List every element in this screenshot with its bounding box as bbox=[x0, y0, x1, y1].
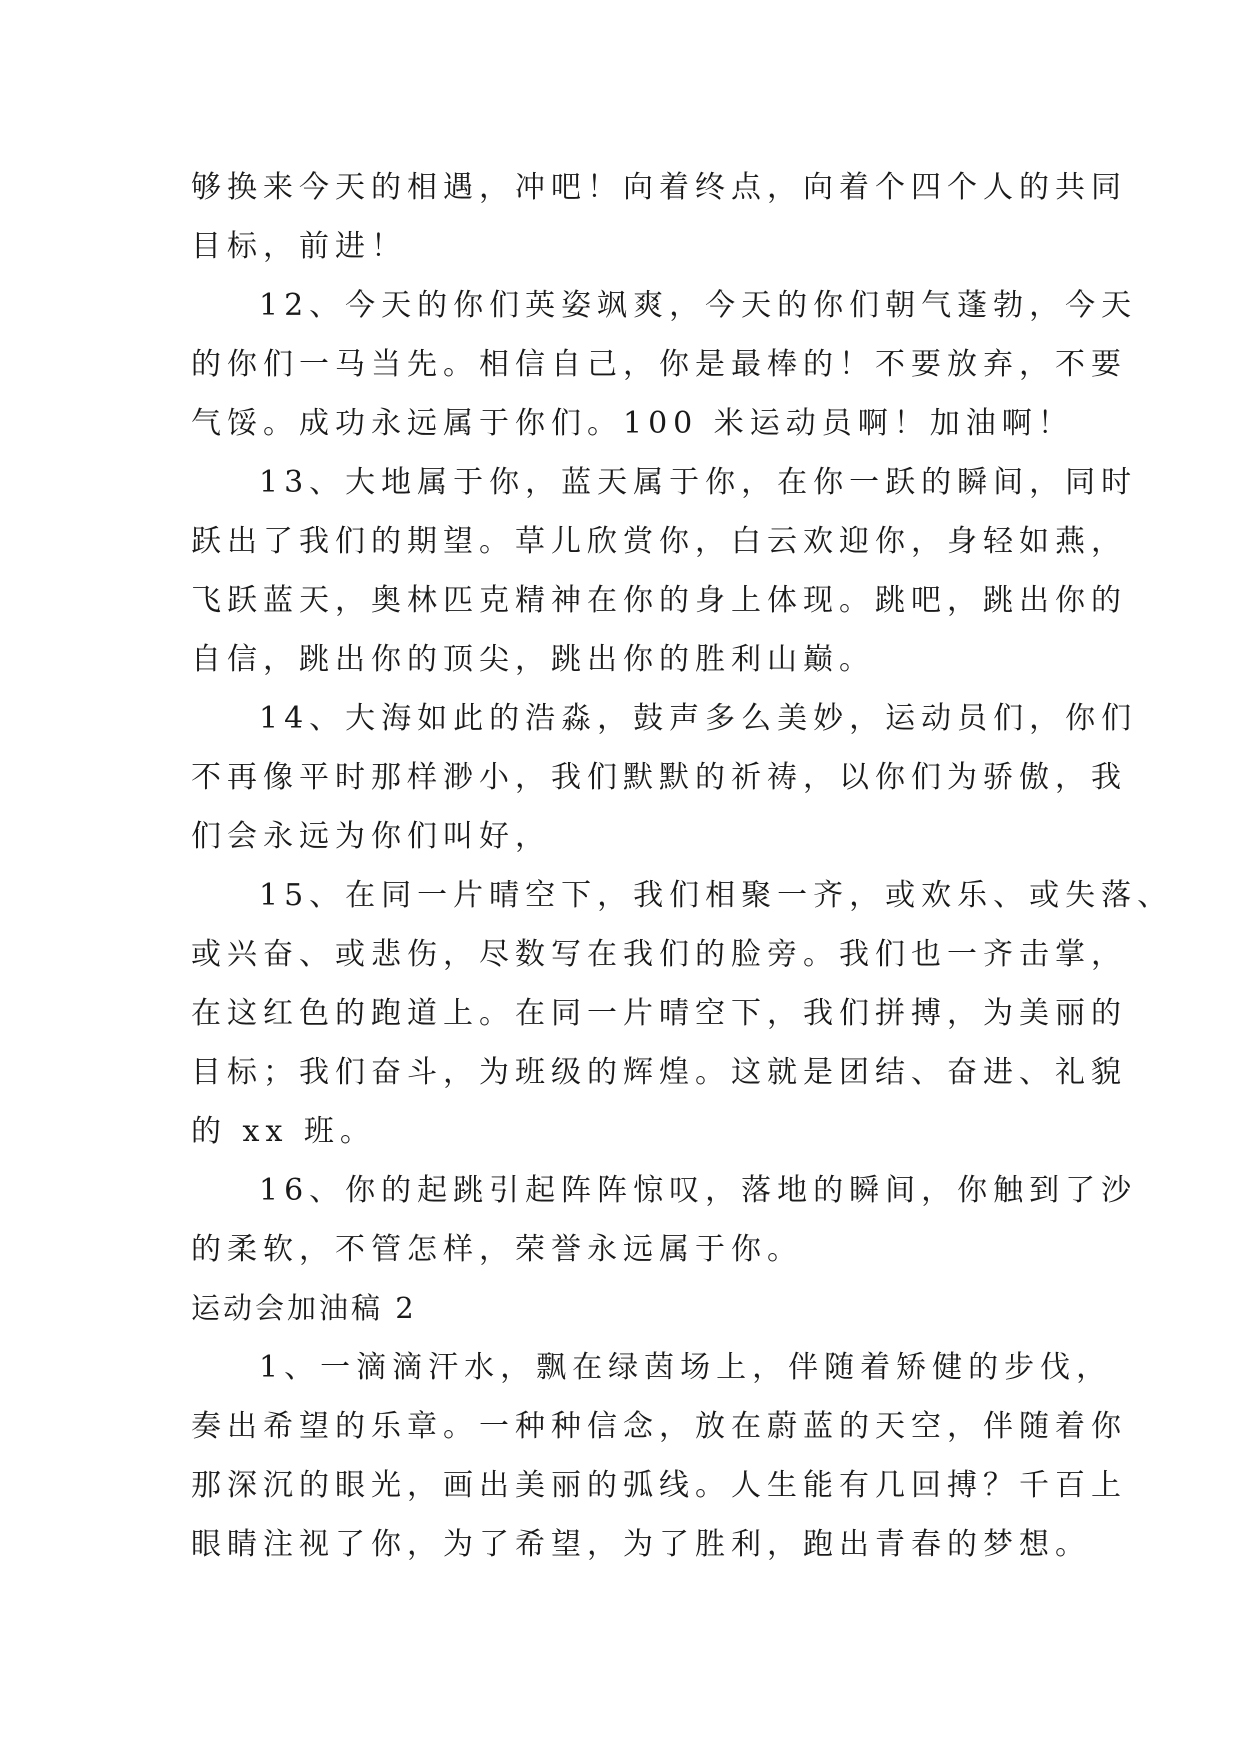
text-line: 目标；我们奋斗，为班级的辉煌。这就是团结、奋进、礼貌 bbox=[191, 1055, 1127, 1090]
text-line: 自信，跳出你的顶尖，跳出你的胜利山巅。 bbox=[191, 642, 875, 677]
paragraph-1-start: 1、一滴滴汗水，飘在绿茵场上，伴随着矫健的步伐， bbox=[259, 1350, 1113, 1385]
text-line: 不再像平时那样渺小，我们默默的祈祷，以你们为骄傲，我 bbox=[191, 760, 1127, 795]
text-line: 的 xx 班。 bbox=[191, 1114, 376, 1149]
text-line: 那深沉的眼光，画出美丽的弧线。人生能有几回搏？千百上 bbox=[191, 1468, 1127, 1503]
paragraph-14-start: 14、大海如此的浩淼，鼓声多么美妙，运动员们，你们 bbox=[259, 701, 1138, 736]
section-heading: 运动会加油稿 2 bbox=[191, 1291, 417, 1325]
paragraph-16-start: 16、你的起跳引起阵阵惊叹，落地的瞬间，你触到了沙 bbox=[259, 1173, 1138, 1208]
paragraph-13-start: 13、大地属于你，蓝天属于你，在你一跃的瞬间，同时 bbox=[259, 465, 1138, 500]
paragraph-15-start: 15、在同一片晴空下，我们相聚一齐，或欢乐、或失落、 bbox=[259, 878, 1174, 913]
text-line: 或兴奋、或悲伤，尽数写在我们的脸旁。我们也一齐击掌， bbox=[191, 937, 1127, 972]
text-line: 的你们一马当先。相信自己，你是最棒的！不要放弃，不要 bbox=[191, 347, 1127, 382]
text-line: 们会永远为你们叫好， bbox=[191, 819, 551, 854]
paragraph-12-start: 12、今天的你们英姿飒爽，今天的你们朝气蓬勃，今天 bbox=[259, 288, 1138, 323]
text-line: 够换来今天的相遇，冲吧！向着终点，向着个四个人的共同 bbox=[191, 170, 1127, 205]
document-body bbox=[191, 158, 1174, 1574]
text-line: 目标，前进！ bbox=[191, 229, 407, 264]
text-line: 飞跃蓝天，奥林匹克精神在你的身上体现。跳吧，跳出你的 bbox=[191, 583, 1127, 618]
text-line: 跃出了我们的期望。草儿欣赏你，白云欢迎你，身轻如燕， bbox=[191, 524, 1127, 559]
text-line: 眼睛注视了你，为了希望，为了胜利，跑出青春的梦想。 bbox=[191, 1527, 1091, 1562]
text-line: 的柔软，不管怎样，荣誉永远属于你。 bbox=[191, 1232, 803, 1267]
text-line: 气馁。成功永远属于你们。100 米运动员啊！加油啊！ bbox=[191, 406, 1074, 441]
text-line: 在这红色的跑道上。在同一片晴空下，我们拼搏，为美丽的 bbox=[191, 996, 1127, 1031]
text-line: 奏出希望的乐章。一种种信念，放在蔚蓝的天空，伴随着你 bbox=[191, 1409, 1127, 1444]
